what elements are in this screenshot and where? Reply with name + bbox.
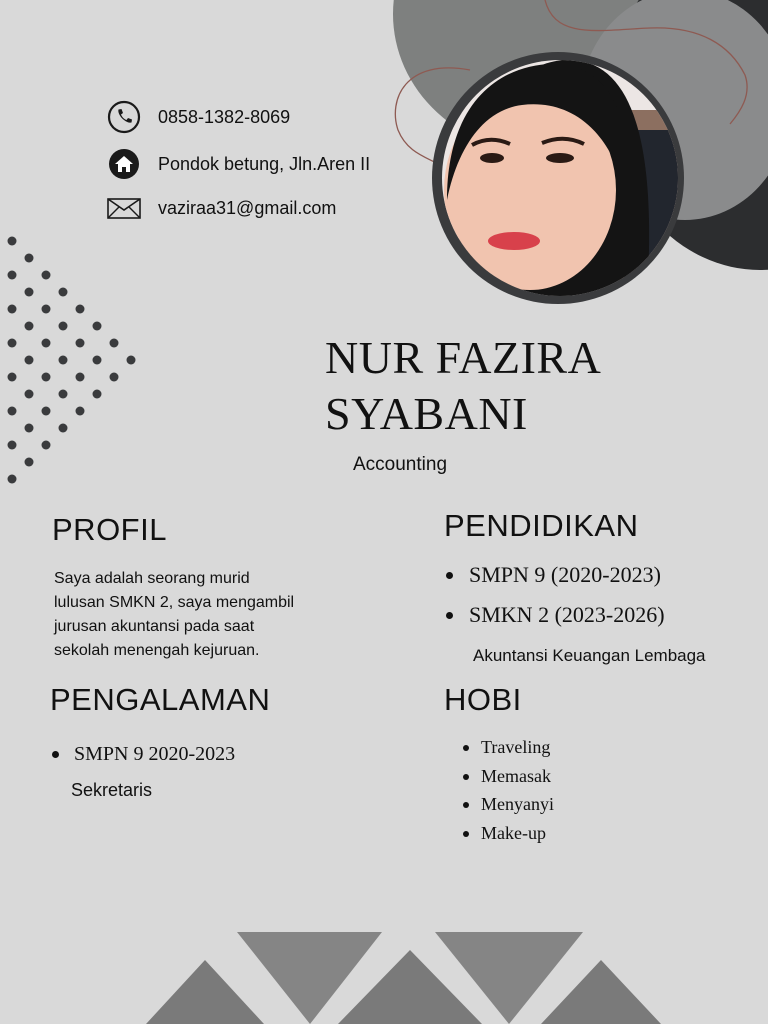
mail-icon bbox=[106, 190, 142, 226]
contact-address bbox=[106, 146, 370, 182]
decorative-dot bbox=[42, 305, 51, 314]
decorative-triangles bbox=[0, 924, 768, 1024]
decorative-dot bbox=[127, 356, 136, 365]
decorative-dot bbox=[93, 390, 102, 399]
section-heading-pendidikan: PENDIDIKAN bbox=[444, 508, 639, 543]
decorative-dot bbox=[76, 339, 85, 348]
decorative-dot-pattern bbox=[0, 235, 150, 505]
profil-line: sekolah menengah kejuruan. bbox=[54, 642, 260, 659]
decorative-dot bbox=[42, 339, 51, 348]
list-item: Menyanyi bbox=[463, 792, 554, 821]
decorative-dot bbox=[8, 237, 17, 246]
decorative-dot bbox=[8, 475, 17, 484]
list-item: Traveling bbox=[463, 735, 554, 764]
profile-photo bbox=[442, 60, 678, 296]
decorative-dot bbox=[8, 339, 17, 348]
decorative-dot bbox=[42, 441, 51, 450]
decorative-dot bbox=[59, 424, 68, 433]
contact-email bbox=[106, 190, 336, 226]
decorative-dot bbox=[25, 322, 34, 331]
decorative-dot bbox=[8, 373, 17, 382]
decorative-dot bbox=[25, 390, 34, 399]
decorative-dot bbox=[59, 288, 68, 297]
decorative-dot bbox=[8, 271, 17, 280]
phone-number: 0858-1382-8069 bbox=[158, 106, 291, 127]
decorative-dot bbox=[59, 356, 68, 365]
list-item: SMPN 9 (2020-2023) bbox=[446, 561, 665, 601]
decorative-dot bbox=[25, 424, 34, 433]
decorative-dot bbox=[93, 356, 102, 365]
section-heading-hobi: HOBI bbox=[444, 682, 522, 717]
profil-line: jurusan akuntansi pada saat bbox=[54, 618, 255, 635]
pendidikan-note: Akuntansi Keuangan Lembaga bbox=[473, 646, 706, 665]
pendidikan-list bbox=[446, 561, 665, 641]
list-item: Make-up bbox=[463, 821, 554, 850]
decorative-dot bbox=[76, 407, 85, 416]
home-icon bbox=[106, 146, 142, 182]
decorative-dot bbox=[8, 305, 17, 314]
person-name bbox=[325, 330, 601, 442]
profil-line: Saya adalah seorang murid bbox=[54, 570, 250, 587]
address-text: Pondok betung, Jln.Aren II bbox=[158, 153, 371, 174]
contact-phone bbox=[106, 99, 290, 135]
decorative-dot bbox=[25, 288, 34, 297]
name-line-1: NUR FAZIRA bbox=[325, 332, 602, 383]
decorative-dot bbox=[59, 390, 68, 399]
decorative-dot bbox=[110, 373, 119, 382]
decorative-dot bbox=[76, 373, 85, 382]
profil-text bbox=[54, 567, 354, 663]
pengalaman-list bbox=[52, 741, 235, 767]
decorative-dot bbox=[42, 373, 51, 382]
decorative-dot bbox=[25, 356, 34, 365]
decorative-dot bbox=[110, 339, 119, 348]
decorative-dot bbox=[42, 271, 51, 280]
email-text: vaziraa31@gmail.com bbox=[158, 197, 337, 218]
decorative-dot bbox=[25, 254, 34, 263]
decorative-dot bbox=[76, 305, 85, 314]
phone-icon bbox=[106, 99, 142, 135]
decorative-dot bbox=[8, 407, 17, 416]
decorative-dot bbox=[93, 322, 102, 331]
decorative-dot bbox=[8, 441, 17, 450]
job-title: Accounting bbox=[353, 454, 448, 475]
decorative-dot bbox=[59, 322, 68, 331]
profil-line: lulusan SMKN 2, saya mengambil bbox=[54, 594, 295, 611]
pengalaman-note: Sekretaris bbox=[71, 780, 153, 800]
section-heading-profil: PROFIL bbox=[52, 512, 167, 547]
list-item: Memasak bbox=[463, 764, 554, 793]
section-heading-pengalaman: PENGALAMAN bbox=[50, 682, 271, 717]
list-item: SMKN 2 (2023-2026) bbox=[446, 601, 665, 641]
hobi-list bbox=[463, 735, 554, 849]
decorative-dot bbox=[25, 458, 34, 467]
decorative-dot bbox=[42, 407, 51, 416]
list-item: SMPN 9 2020-2023 bbox=[52, 741, 235, 767]
name-line-2: SYABANI bbox=[325, 388, 528, 439]
